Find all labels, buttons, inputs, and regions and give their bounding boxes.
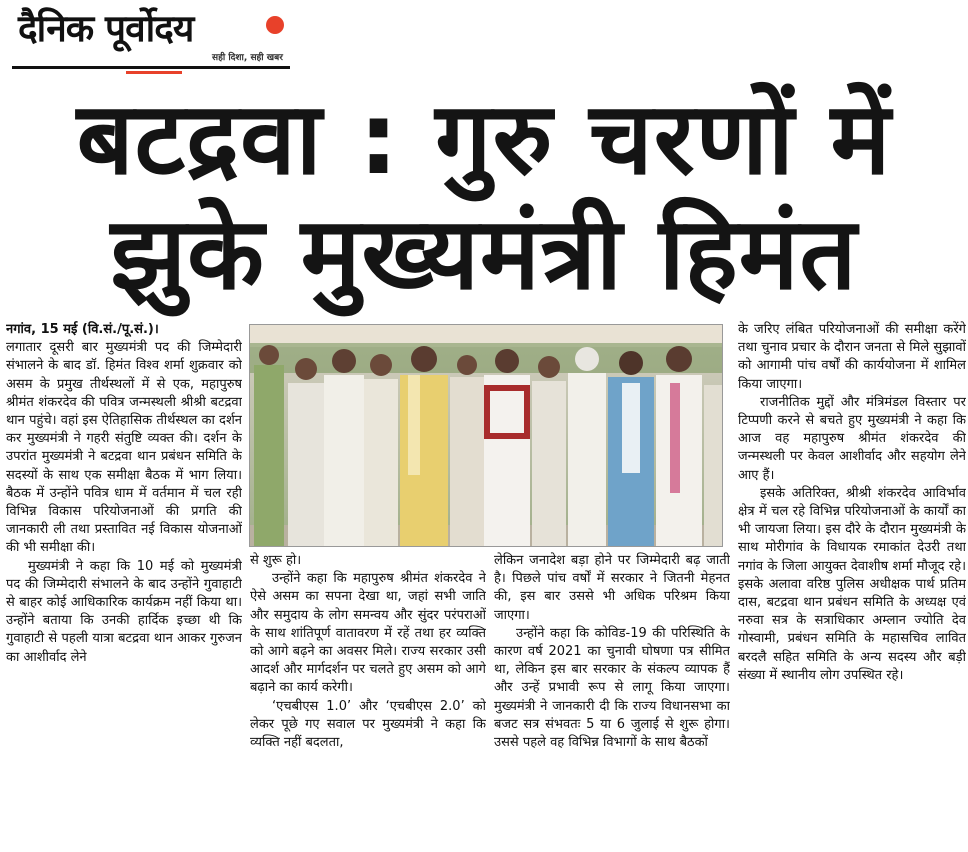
masthead-rule bbox=[12, 66, 290, 69]
logo-red-dot bbox=[266, 16, 284, 34]
paragraph: उन्होंने कहा कि महापुरुष श्रीमंत शंकरदेव ने ऐसे असम का सपना देखा था, जहां सभी जाति और समुदाय के लोग समन्वय और सुंदर परंपराओं के साथ शांतिपूर्ण वातावरण में रहें तथा हर व्यक्ति को आगे बढ़ने का अवसर मिले। राज्य सरकार उसी आदर्श और मार्गदर्शन पर चलते हुए असम को आगे बढ़ाने का कार्य करेगी। bbox=[250, 571, 486, 696]
newspaper-logo: दैनिक पूर्वोदय bbox=[18, 7, 194, 50]
masthead bbox=[8, 4, 290, 70]
paragraph: इसके अतिरिक्त, श्रीश्री शंकरदेव आविर्भाव क्षेत्र में चल रहे विभिन्न परियोजनाओं के कार्यों का भी जायजा लिया। इस दौरे के दौरान मुख्यमंत्री के साथ मोरीगांव के विधायक रमाकांत देउरी तथा नगांव के जिला आयुक्त देवाशीष शर्मा मौजूद रहे। इसके अलावा वरिष्ठ पुलिस अधीक्षक पार्थ प्रतिम दास, बटद्रवा थान प्रबंधन समिति के अध्यक्ष एवं नरुवा सत्र के सत्राधिकार अम्लान ज्योति देव गोस्वामी, प्रबंधन समिति के महासचिव लावित बरदलै सहित समिति के अन्य सदस्य और बड़ी संख्या में स्थानीय लोग उपस्थित रहे। bbox=[738, 485, 966, 683]
paragraph: उन्होंने कहा कि कोविड-19 की परिस्थिति के कारण वर्ष 2021 का चुनावी घोषणा पत्र सीमित था, लेकिन इस बार सरकार के संकल्प व्यापक हैं और उन्हें प्रभावी रूप से लागू किया जाएगा। मुख्यमंत्री ने जानकारी दी कि राज्य विधानसभा का बजट सत्र संभवतः 5 या 6 जुलाई से शुरू होगा। उससे पहले वह विभिन्न विभागों के साथ बैठकों bbox=[494, 625, 730, 751]
photo-illustration bbox=[250, 325, 723, 547]
article-column-3 bbox=[494, 552, 730, 849]
newspaper-tagline: सही दिशा, सही खबर bbox=[212, 53, 283, 63]
paragraph: से शुरू हो। bbox=[250, 553, 302, 568]
paragraph: मुख्यमंत्री ने कहा कि 10 मई को मुख्यमंत्री पद की जिम्मेदारी संभालने के बाद उन्होंने गुवाहाटी से बाहर कोई आधिकारिक कार्यक्रम नहीं किया था। उन्होंने बताया कि उनकी हार्दिक इच्छा थी कि गुवाहाटी से पहली यात्रा बटद्रवा थान आकर गुरुजन का आशीर्वाद लेने bbox=[6, 558, 242, 665]
headline-line-2: झुके मुख्यमंत्री हिमंत bbox=[110, 195, 858, 312]
paragraph: राजनीतिक मुद्दों और मंत्रिमंडल विस्तार पर टिप्पणी करने से बचते हुए मुख्यमंत्री ने कहा कि आज वह महापुरुष श्रीमंत शंकरदेव की जन्मस्थली पर केवल आशीर्वाद और सहयोग लेने आए हैं। bbox=[738, 394, 966, 483]
paragraph: लेकिन जनादेश बड़ा होने पर जिम्मेदारी बढ़ जाती है। पिछले पांच वर्षों में सरकार ने जितनी मेहनत की, इस बार उससे भी अधिक परिश्रम किया जाएगा। bbox=[494, 553, 730, 623]
masthead-red-bar bbox=[126, 71, 182, 74]
news-photo bbox=[249, 324, 723, 547]
article-column-4 bbox=[738, 321, 966, 849]
headline-line-1: बटद्रवा : गुरु चरणों में bbox=[76, 80, 892, 197]
article-column-1 bbox=[6, 321, 242, 849]
dateline: नगांव, 15 मई (वि.सं./पू.सं.)। bbox=[6, 322, 159, 337]
article-column-2 bbox=[250, 552, 486, 849]
paragraph: ‘एचबीएस 1.0’ और ‘एचबीएस 2.0’ को लेकर पूछे गए सवाल पर मुख्यमंत्री ने कहा कि व्यक्ति नहीं बदलता, bbox=[250, 698, 486, 751]
paragraph: के जरिए लंबित परियोजनाओं की समीक्षा करेंगे तथा चुनाव प्रचार के दौरान जनता से मिले सुझावों को आगामी पांच वर्षों की कार्ययोजना में शामिल किया जाएगा। bbox=[738, 322, 966, 392]
paragraph: लगातार दूसरी बार मुख्यमंत्री पद की जिम्मेदारी संभालने के बाद डॉ. हिमंत विश्व शर्मा शुक्रवार को असम के प्रमुख तीर्थस्थलों में से एक, महापुरुष श्रीमंत शंकरदेव की पवित्र जन्मस्थली श्रीश्री बटद्रवा थान पहुंचे। वहां इस ऐतिहासिक तीर्थस्थल का दर्शन कर मुख्यमंत्री ने गहरी संतुष्टि व्यक्त की। दर्शन के उपरांत मुख्यमंत्री ने बटद्रवा थान प्रबंधन समिति के सदस्यों के साथ एक समीक्षा बैठक में भाग लिया। बैठक में उन्होंने पवित्र धाम में वर्तमान में चल रही विभिन्न विकास परियोजनाओं की प्रगति की जानकारी ली तथा प्रस्तावित नई विकास योजनाओं की भी समीक्षा की। bbox=[6, 340, 242, 556]
